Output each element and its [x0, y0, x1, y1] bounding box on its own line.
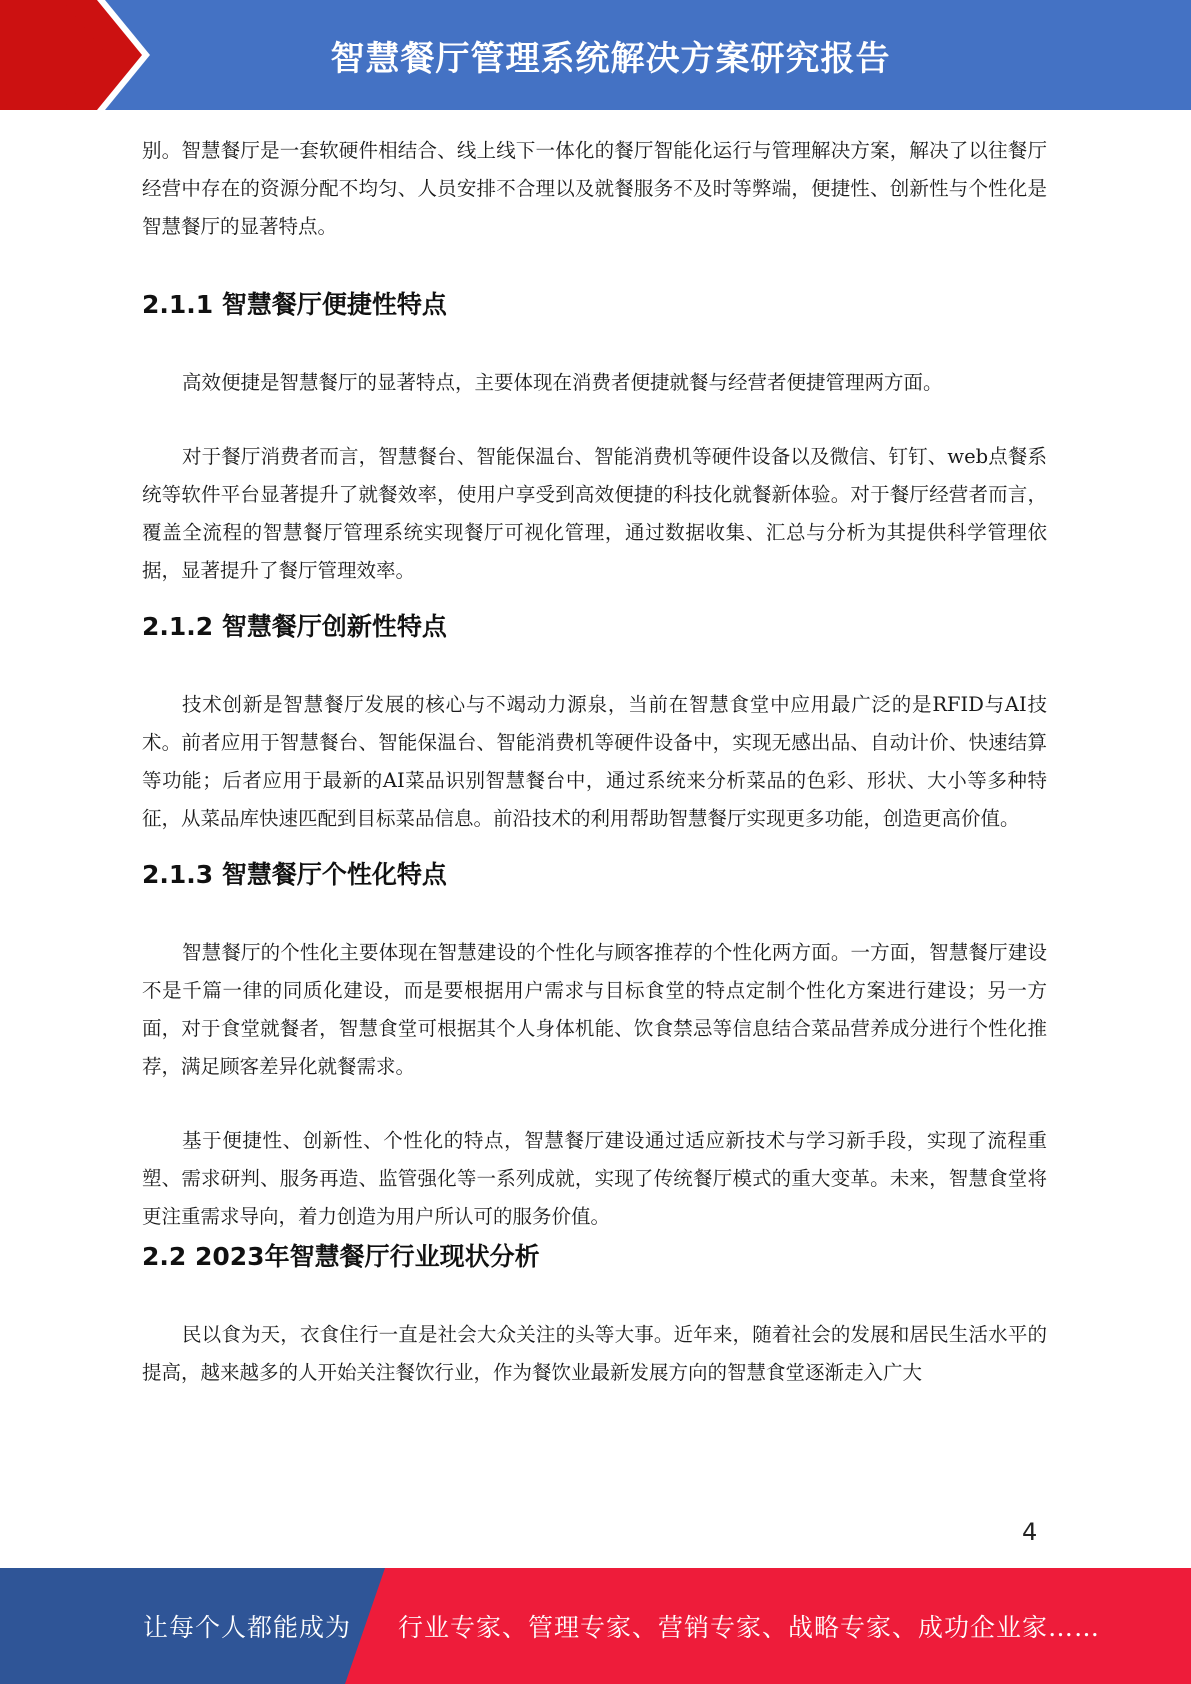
page-number: 4	[1022, 1518, 1038, 1546]
document-title: 智慧餐厅管理系统解决方案研究报告	[330, 38, 891, 79]
section-heading-2-1-2: 2.1.2 智慧餐厅创新性特点	[142, 612, 447, 641]
header-arrow-decoration	[0, 0, 150, 110]
paragraph: 对于餐厅消费者而言，智慧餐台、智能保温台、智能消费机等硬件设备以及微信、钉钉、web点餐系统等软件平台显著提升了就餐效率，使用户享受到高效便捷的科技化就餐新体验。对于餐厅经营者而言，覆盖全流程的智慧餐厅管理系统实现餐厅可视化管理，通过数据收集、汇总与分析为其提供科学管理依据，显著提升了餐厅管理效率。	[142, 445, 1047, 582]
paragraph: 高效便捷是智慧餐厅的显著特点，主要体现在消费者便捷就餐与经营者便捷管理两方面。	[182, 371, 943, 394]
paragraph: 民以食为天，衣食住行一直是社会大众关注的头等大事。近年来，随着社会的发展和居民生活水平的提高，越来越多的人开始关注餐饮行业，作为餐饮业最新发展方向的智慧食堂逐渐走入广大	[142, 1323, 1047, 1384]
main-content	[142, 132, 1047, 1392]
paragraph: 基于便捷性、创新性、个性化的特点，智慧餐厅建设通过适应新技术与学习新手段，实现了流程重塑、需求研判、服务再造、监管强化等一系列成就，实现了传统餐厅模式的重大变革。未来，智慧食堂将更注重需求导向，着力创造为用户所认可的服务价值。	[142, 1129, 1047, 1228]
paragraph: 智慧餐厅的个性化主要体现在智慧建设的个性化与顾客推荐的个性化两方面。一方面，智慧餐厅建设不是千篇一律的同质化建设，而是要根据用户需求与目标食堂的特点定制个性化方案进行建设；另一方面，对于食堂就餐者，智慧食堂可根据其个人身体机能、饮食禁忌等信息结合菜品营养成分进行个性化推荐，满足顾客差异化就餐需求。	[142, 941, 1047, 1078]
section-heading-2-2: 2.2 2023年智慧餐厅行业现状分析	[142, 1242, 540, 1271]
paragraph: 技术创新是智慧餐厅发展的核心与不竭动力源泉，当前在智慧食堂中应用最广泛的是RFID与AI技术。前者应用于智慧餐台、智能保温台、智能消费机等硬件设备中，实现无感出品、自动计价、快速结算等功能；后者应用于最新的AI菜品识别智慧餐台中，通过系统来分析菜品的色彩、形状、大小等多种特征，从菜品库快速匹配到目标菜品信息。前沿技术的利用帮助智慧餐厅实现更多功能，创造更高价值。	[142, 693, 1047, 830]
paragraph: 别。智慧餐厅是一套软硬件相结合、线上线下一体化的餐厅智能化运行与管理解决方案，解决了以往餐厅经营中存在的资源分配不均匀、人员安排不合理以及就餐服务不及时等弊端，便捷性、创新性与个性化是智慧餐厅的显著特点。	[142, 139, 1047, 238]
section-heading-2-1-1: 2.1.1 智慧餐厅便捷性特点	[142, 290, 447, 319]
page-header	[0, 0, 1191, 110]
footer-slogan-right: 行业专家、管理专家、营销专家、战略专家、成功企业家……	[398, 1613, 1101, 1642]
footer-slogan-left: 让每个人都能成为	[143, 1613, 352, 1642]
page-footer	[0, 1568, 1191, 1684]
section-heading-2-1-3: 2.1.3 智慧餐厅个性化特点	[142, 860, 447, 889]
